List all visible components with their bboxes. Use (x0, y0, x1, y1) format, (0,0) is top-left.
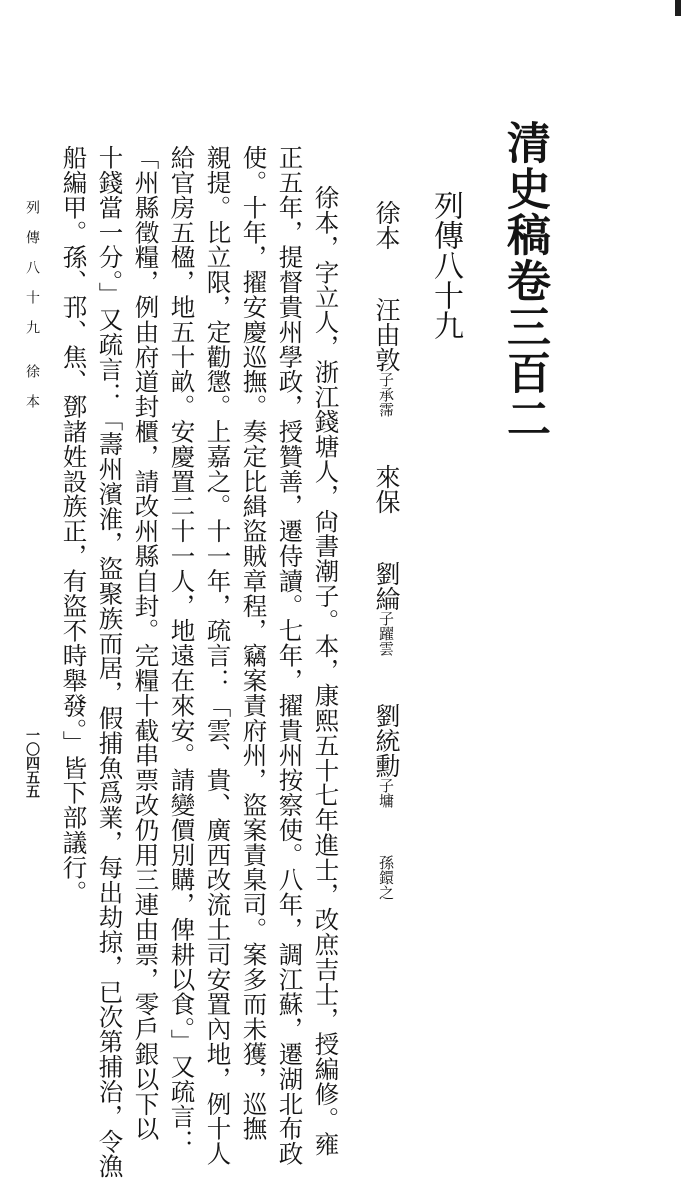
biography-name: 劉綸 (372, 561, 401, 611)
body-text-column: 船編甲。孫、邘、焦、鄧諸姓設族正，有盜不時舉發。」皆下部議行。 (59, 145, 89, 905)
biography-name: 汪由敦 (372, 297, 401, 372)
biography-son-note: 子承霈 (377, 372, 395, 417)
body-text-column: 徐本，字立人，浙江錢塘人，尙書潮子。本，康熙五十七年進士，改庶吉士，授編修。雍 (311, 185, 341, 1157)
chapter-title: 列傳八十九 (428, 190, 463, 340)
biography-son-note: 子墉 (377, 778, 395, 808)
page-edge-mark (675, 0, 681, 16)
body-text-column: 使。十年，擢安慶巡撫。奏定比緝盜賊章程，竊案責府州，盜案責臬司。案多而未獲，巡撫 (239, 145, 269, 1141)
running-head: 列 傳 八 十 九 徐 本 (24, 200, 40, 408)
body-text-column: 正五年，提督貴州學政，授贊善，遷侍讀。七年，擢貴州按察使。八年，調江蘇，遷湖北布政 (275, 145, 305, 1166)
volume-title: 清史稿卷三百二 (499, 120, 550, 442)
biography-son-note: 子躍雲 (377, 611, 395, 656)
biography-name: 劉統勳 (372, 703, 401, 778)
page-number: 一〇四五五 (24, 728, 40, 798)
biography-name: 徐本 (372, 200, 401, 250)
biography-list (374, 200, 399, 900)
biography-grandson-note: 孫鐶之 (377, 855, 395, 900)
body-text-column: 親提。比立限，定勸懲。上嘉之。十一年，疏言：「雲、貴、廣西改流土司安置內地，例十人 (203, 145, 233, 1166)
body-text-column: 十錢當一分。」又疏言：「壽州濱淮，盜聚族而居，假捕魚爲業，每出劫掠，已次第捕治，令漁 (95, 145, 125, 1179)
body-text-column: 「州縣徵糧，例由府道封櫃，請改州縣自封。完糧十截串票改仍用三連由票，零戶銀以下以 (131, 145, 161, 1141)
biography-name: 來保 (372, 464, 401, 514)
body-text-column: 給官房五楹，地五十畝。安慶置二十一人，地遠在來安。請變價別購，俾耕以食。」又疏言： (167, 145, 197, 1154)
